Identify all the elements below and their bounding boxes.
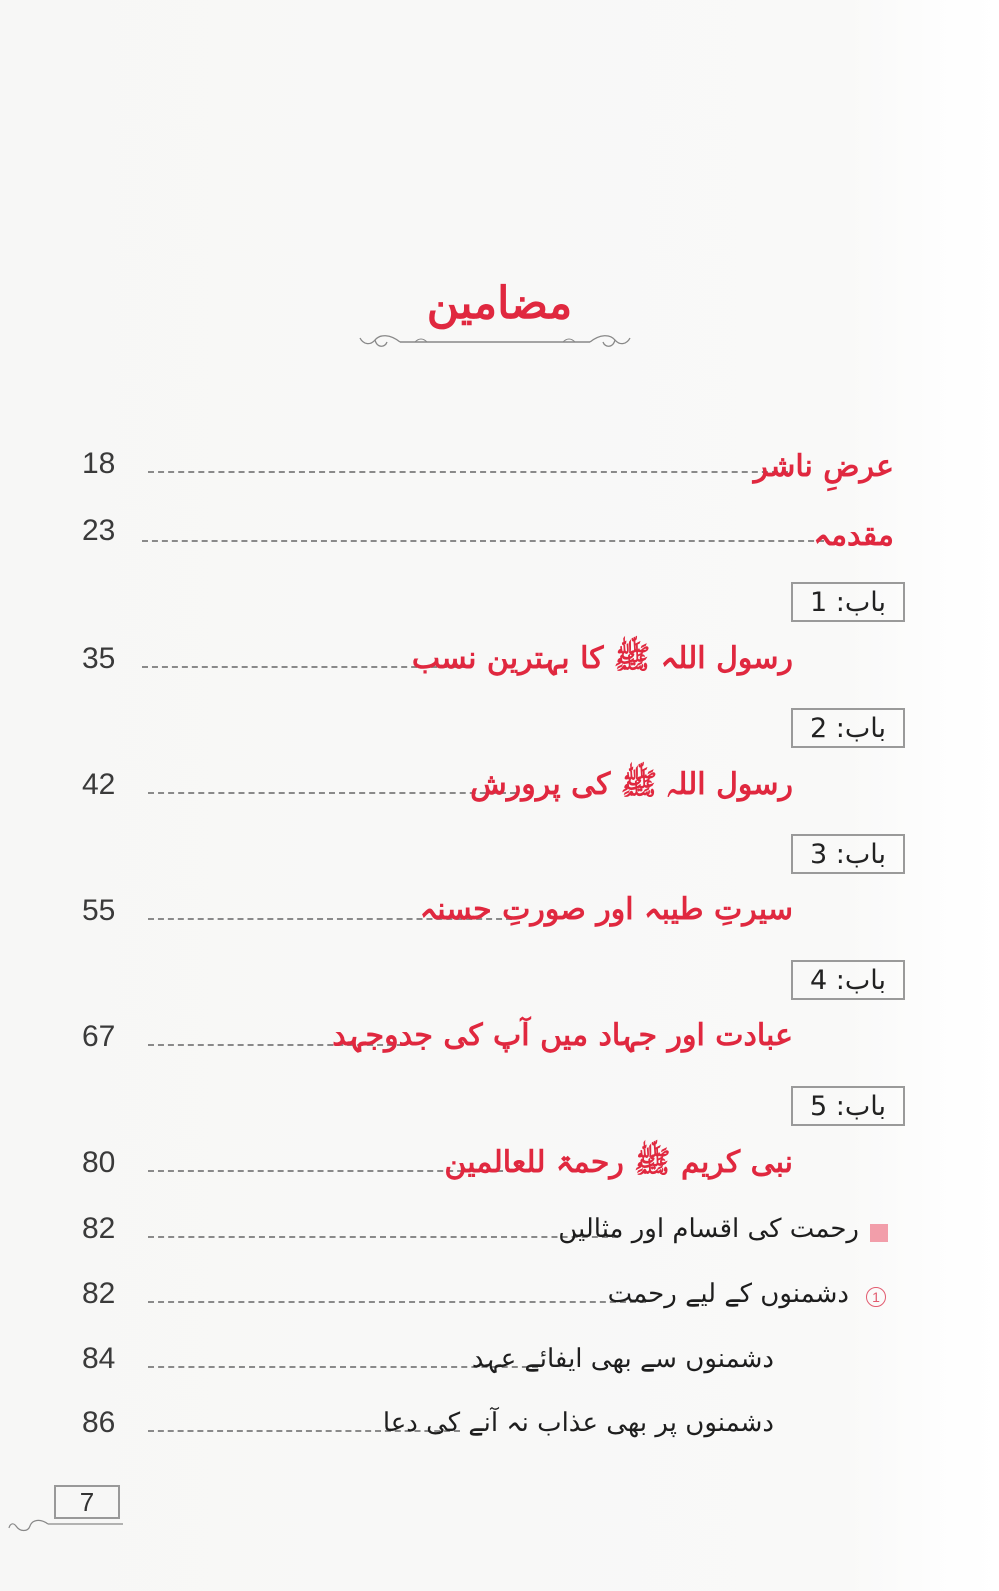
chapter-label: باب: 5 — [791, 1086, 905, 1126]
entry-title: دشمنوں پر بھی عذاب نہ آنے کی دعا — [382, 1408, 774, 1438]
toc-entry[interactable] — [0, 1018, 999, 1068]
chapter-label: باب: 2 — [791, 708, 905, 748]
toc-entry[interactable] — [0, 892, 999, 942]
title-ornament-icon — [355, 330, 635, 354]
page-number: 67 — [82, 1020, 116, 1053]
page-number-box: 7 — [54, 1485, 120, 1519]
entry-title: عبادت اور جہاد میں آپ کی جدوجہد — [332, 1018, 793, 1053]
page-number: 23 — [82, 514, 116, 547]
chapter-label: باب: 1 — [791, 582, 905, 622]
toc-entry[interactable] — [0, 1210, 999, 1260]
dot-leader — [148, 471, 788, 473]
page-number: 18 — [82, 447, 116, 480]
square-bullet-icon — [870, 1224, 888, 1242]
number-circle-icon: 1 — [866, 1287, 886, 1307]
toc-entry[interactable] — [0, 1275, 999, 1325]
toc-entry[interactable] — [0, 640, 999, 690]
entry-title: رحمت کی اقسام اور مثالیں — [558, 1214, 859, 1244]
toc-entry[interactable] — [0, 766, 999, 816]
page-number: 42 — [82, 768, 116, 801]
page-number: 82 — [82, 1212, 116, 1245]
toc-entry[interactable] — [0, 1340, 999, 1390]
page-number: 84 — [82, 1342, 116, 1375]
entry-title: رسول اللہ ﷺ کی پرورش — [470, 767, 793, 802]
toc-title: مضامین — [426, 278, 573, 329]
toc-entry[interactable] — [0, 1144, 999, 1194]
footer-ornament-icon — [8, 1518, 123, 1536]
toc-entry[interactable] — [0, 512, 999, 562]
entry-title: دشمنوں سے بھی ایفائے عہد — [471, 1344, 774, 1374]
dot-leader — [148, 792, 516, 794]
page-number: 55 — [82, 894, 116, 927]
page-number: 82 — [82, 1277, 116, 1310]
entry-title: نبی کریم ﷺ رحمۃ للعالمین — [444, 1145, 793, 1180]
dot-leader — [148, 1301, 646, 1303]
toc-entry[interactable] — [0, 1404, 999, 1454]
dot-leader — [148, 1236, 618, 1238]
chapter-label: باب: 4 — [791, 960, 905, 1000]
chapter-label: باب: 3 — [791, 834, 905, 874]
entry-title: عرضِ ناشر — [753, 449, 894, 484]
page-number: 80 — [82, 1146, 116, 1179]
entry-title: دشمنوں کے لیے رحمت — [607, 1279, 849, 1309]
entry-title: مقدمہ — [813, 518, 894, 553]
entry-title: سیرتِ طیبہ اور صورتِ حسنہ — [419, 892, 793, 927]
toc-entry[interactable] — [0, 445, 999, 495]
page-number: 35 — [82, 642, 116, 675]
page-number: 86 — [82, 1406, 116, 1439]
entry-title: رسول اللہ ﷺ کا بہترین نسب — [411, 641, 793, 676]
dot-leader — [142, 540, 824, 542]
